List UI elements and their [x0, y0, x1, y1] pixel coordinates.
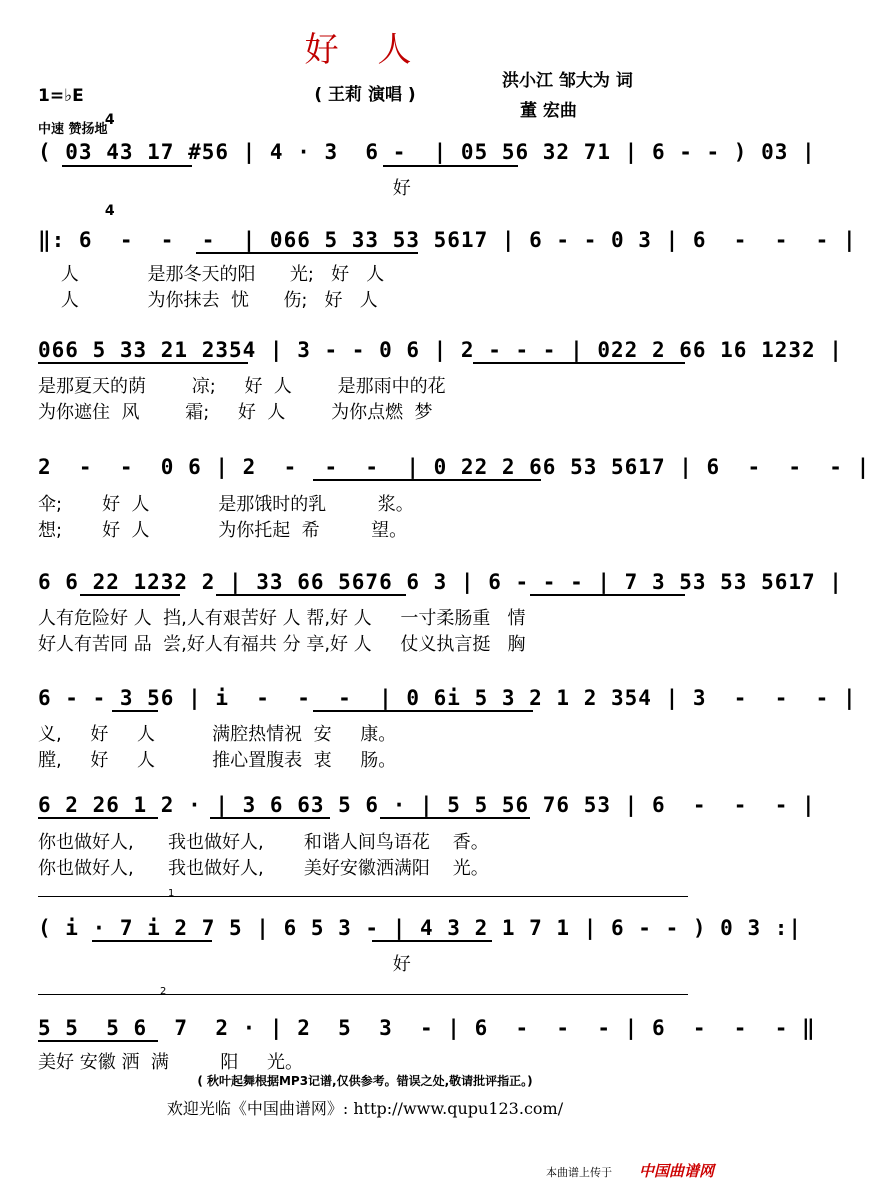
- lyricist-credit: 洪小江 邹大为 词: [502, 71, 633, 91]
- website-welcome: 欢迎光临《中国曲谱网》: http://www.qupu123.com/: [166, 1099, 564, 1118]
- lyric-row-3-verse-1: 是那夏天的荫 凉; 好 人 是那雨中的花: [38, 376, 446, 397]
- volta-2-number: 2: [160, 986, 167, 997]
- beam-underline: [210, 817, 330, 819]
- beam-underline: [92, 940, 212, 942]
- beam-underline: [112, 710, 158, 712]
- composer-credit: 董 宏曲: [520, 101, 577, 121]
- lyric-row-9-verse-1: 美好 安徽 洒 满 阳 光。: [38, 1052, 303, 1073]
- beam-underline: [530, 594, 685, 596]
- lyric-row-2-verse-1: 人 是那冬天的阳 光; 好 人: [38, 264, 385, 285]
- beam-underline: [80, 594, 180, 596]
- beam-underline: [313, 479, 541, 481]
- lyric-row-5-verse-1: 人有危险好 人 挡,人有艰苦好 人 帮,好 人 一寸柔肠重 情: [38, 608, 526, 629]
- beam-underline: [62, 165, 192, 167]
- beam-underline: [38, 362, 248, 364]
- site-logo: 中国曲谱网: [638, 1162, 714, 1180]
- beam-underline: [38, 1040, 158, 1042]
- lyric-row-3-verse-2: 为你遮住 风 霜; 好 人 为你点燃 梦: [38, 402, 433, 423]
- lyric-row-1-verse-1: 好: [38, 178, 411, 199]
- lyric-row-8-verse-1: 好: [38, 954, 411, 975]
- lyric-row-4-verse-1: 伞; 好 人 是那饿时的乳 浆。: [38, 494, 414, 515]
- volta-1-number: 1: [168, 888, 175, 899]
- notation-row-9: 5 5 5 6 7 2 · | 2 5 3 - | 6 - - - | 6 - - - ‖: [38, 1016, 816, 1040]
- beam-underline: [313, 710, 533, 712]
- meter-bottom: 4: [104, 203, 115, 219]
- tempo-marking: 中速 赞扬地: [38, 122, 108, 137]
- beam-underline: [380, 817, 530, 819]
- notation-row-8: ( i · 7 i 2 7 5 | 6 5 3 - | 4 3 2 1 7 1 | 6 - - ) 0 3 :|: [38, 916, 803, 940]
- lyric-row-4-verse-2: 想; 好 人 为你托起 希 望。: [38, 520, 408, 541]
- volta-1-bracket: [38, 896, 688, 897]
- beam-underline: [383, 165, 518, 167]
- key-signature: 1=♭E: [38, 86, 84, 106]
- notation-row-6: 6 - - 3 56 | i - - - | 0 6i 5 3 2 1 2 354 | 3 - - - |: [38, 686, 857, 710]
- beam-underline: [38, 817, 158, 819]
- lyric-row-6-verse-1: 义, 好 人 满腔热情祝 安 康。: [38, 724, 397, 745]
- beam-underline: [216, 594, 406, 596]
- notation-row-3: 066 5 33 21 2354 | 3 - - 0 6 | 2 - - - | 022 2 66 16 1232 |: [38, 338, 843, 362]
- notation-row-5: 6 6 22 1232 2 | 33 66 5676 6 3 | 6 - - - | 7 3 53 53 5617 |: [38, 570, 843, 594]
- lyric-row-2-verse-2: 人 为你抹去 忧 伤; 好 人: [38, 290, 378, 311]
- notation-row-2: ‖: 6 - - - | 066 5 33 53 5617 | 6 - - 0 3 | 6 - - - |: [38, 228, 857, 252]
- meter-top: 4: [104, 112, 115, 128]
- notation-row-1: ( 03 43 17 #56 | 4 · 3 6 - | 05 56 32 71 | 6 - - ) 03 |: [38, 140, 816, 164]
- singer-credit: ( 王莉 演唱 ): [314, 85, 416, 105]
- upload-notice: 本曲谱上传于: [546, 1166, 612, 1179]
- beam-underline: [473, 362, 685, 364]
- beam-underline: [196, 252, 418, 254]
- lyric-row-7-verse-1: 你也做好人, 我也做好人, 和谐人间鸟语花 香。: [38, 832, 489, 853]
- song-title: 好 人: [304, 30, 426, 70]
- volta-2-bracket: [38, 994, 688, 995]
- lyric-row-5-verse-2: 好人有苦同 品 尝,好人有福共 分 享,好 人 仗义执言挺 胸: [38, 634, 526, 655]
- notation-row-7: 6 2 26 1 2 · | 3 6 63 5 6 · | 5 5 56 76 53 | 6 - - - |: [38, 793, 816, 817]
- transcription-note: ( 秋叶起舞根据MP3记谱,仅供参考。错误之处,敬请批评指正。): [197, 1074, 533, 1088]
- lyric-row-7-verse-2: 你也做好人, 我也做好人, 美好安徽洒满阳 光。: [38, 858, 489, 879]
- lyric-row-6-verse-2: 膛, 好 人 推心置腹表 衷 肠。: [38, 750, 397, 771]
- notation-row-4: 2 - - 0 6 | 2 - - - | 0 22 2 66 53 5617 | 6 - - - |: [38, 455, 870, 479]
- beam-underline: [372, 940, 492, 942]
